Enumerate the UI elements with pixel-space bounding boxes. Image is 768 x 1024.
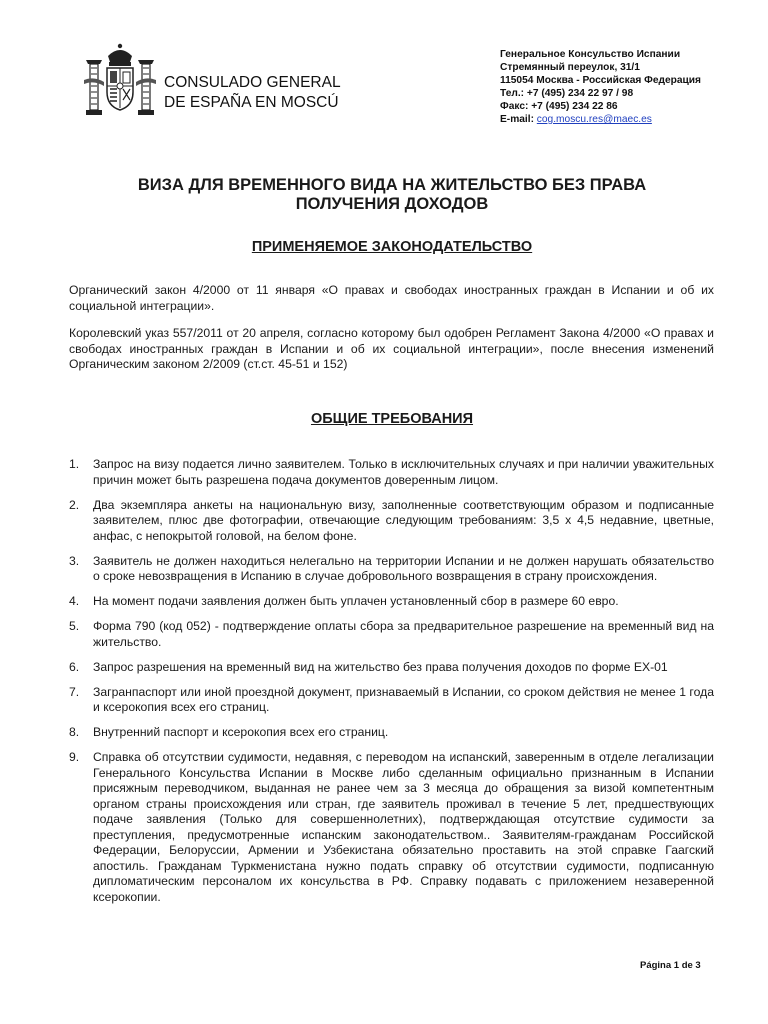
contact-email-label: E-mail:	[500, 114, 537, 125]
document-title	[80, 176, 704, 214]
contact-email-link[interactable]: cog.moscu.res@maec.es	[536, 114, 652, 125]
list-item-text: Запрос разрешения на временный вид на жительство без права получения доходов по форме EX-01	[93, 659, 668, 674]
contact-email-row	[500, 113, 701, 126]
requirements-list	[69, 457, 714, 915]
list-item-number: 5.	[69, 619, 80, 633]
list-item-text: Загранпаспорт или иной проездной документ, признаваемый в Испании, со сроком действия не менее 1 года и ксерокопия всех его страниц.	[93, 684, 714, 714]
list-item-text: Запрос на визу подается лично заявителем. Только в исключительных случаях и при наличии уважительных причин может быть разрешена подача документов доверенным лицом.	[93, 457, 714, 487]
contact-phone: Тел.: +7 (495) 234 22 97 / 98	[500, 88, 634, 99]
list-item-text: На момент подачи заявления должен быть уплачен установленный сбор в размере 60 евро.	[93, 594, 619, 608]
contact-line2: Стремянный переулок, 31/1	[500, 62, 640, 73]
list-item	[69, 594, 714, 610]
list-item-number: 8.	[69, 725, 80, 739]
section-heading-legislation: ПРИМЕНЯЕМОЕ ЗАКОНОДАТЕЛЬСТВО	[251, 239, 533, 255]
consulate-name-line1: CONSULADO GENERAL	[164, 74, 341, 91]
list-item	[69, 685, 714, 716]
list-item-number: 9.	[69, 750, 80, 764]
list-item-number: 1.	[69, 457, 80, 471]
list-item-number: 3.	[69, 553, 80, 568]
list-item-number: 6.	[69, 659, 80, 674]
list-item	[69, 457, 714, 488]
list-item	[69, 554, 714, 585]
document-title-line2: ПОЛУЧЕНИЯ ДОХОДОВ	[295, 195, 489, 213]
list-item	[69, 750, 714, 905]
list-item	[69, 660, 714, 676]
list-item-text: Форма 790 (код 052) - подтверждение оплаты сбора за предварительное разрешение на временный вид на жительство.	[93, 619, 714, 649]
consulate-name	[164, 73, 341, 113]
legislation-paragraph: Королевский указ 557/2011 от 20 апреля, согласно которому был одобрен Регламент Закона 4/2000 «О правах и свободах иностранных граждан в Испании и об их социальной интеграции», после внесения изменений Органическим законом 2/2009 (ст.ст. 45-51 и 152)	[69, 326, 714, 371]
contact-line3: 115054 Москва - Российская Федерация	[500, 75, 701, 86]
contact-fax: Факс: +7 (495) 234 22 86	[500, 101, 618, 112]
list-item-number: 4.	[69, 594, 80, 608]
contact-block	[500, 48, 701, 126]
list-item-number: 2.	[69, 497, 80, 512]
document-title-line1: ВИЗА ДЛЯ ВРЕМЕННОГО ВИДА НА ЖИТЕЛЬСТВО БЕЗ ПРАВА	[137, 176, 647, 194]
list-item	[69, 619, 714, 650]
consulate-name-line2: DE ESPAÑA EN MOSCÚ	[164, 94, 339, 111]
list-item-number: 7.	[69, 684, 80, 699]
section-heading-requirements: ОБЩИЕ ТРЕБОВАНИЯ	[310, 411, 474, 427]
list-item	[69, 498, 714, 545]
list-item-text: Справка об отсутствии судимости, недавняя, с переводом на испанский, заверенным в отделе легализации Генерального Консульства Испании в Москве либо сделанным официально признанным в Испании присяжным переводчиком, выданная не ранее чем за 3 месяца до обращения за визой компетентным органом страны происхождения или стран, где заявитель проживал в течение 5 лет, предшествующих подаче заявления (Только для совершеннолетних), подтверждающая отсутствие судимости за преступления, предусмотренные испанским законодательством.. Заявителям-гражданам Российской Федерации, Белоруссии, Армении и Узбекистана обязательно проставить на этой справке Гаагский апостиль. Гражданам Туркменистана нужно подать справку об отсутствии судимости, подписанную дипломатическим персоналом их консульства в РФ. Справку подавать с приложением незаверенной ксерокопии.	[93, 750, 714, 904]
list-item-text: Заявитель не должен находиться нелегально на территории Испании и не должен нарушать обязательство о сроке невозвращения в Испанию в случае добровольного возвращения в страну происхождения.	[93, 553, 714, 583]
page-number: Página 1 de 3	[640, 960, 701, 971]
contact-line1: Генеральное Консульство Испании	[500, 49, 681, 60]
list-item	[69, 725, 714, 741]
list-item-text: Два экземпляра анкеты на национальную визу, заполненные соответствующим образом и подписанные заявителем, плюс две фотографии, отвечающие следующим требованиям: 3,5 х 4,5 недавние, цветные, анфас, с непокрытой головой, на белом фоне.	[93, 497, 714, 543]
list-item-text: Внутренний паспорт и ксерокопия всех его страниц.	[93, 725, 389, 739]
legislation-paragraph: Органический закон 4/2000 от 11 января «О правах и свободах иностранных граждан в Испании и об их социальной интеграции».	[69, 283, 714, 313]
spain-coat-of-arms-icon	[80, 40, 160, 122]
